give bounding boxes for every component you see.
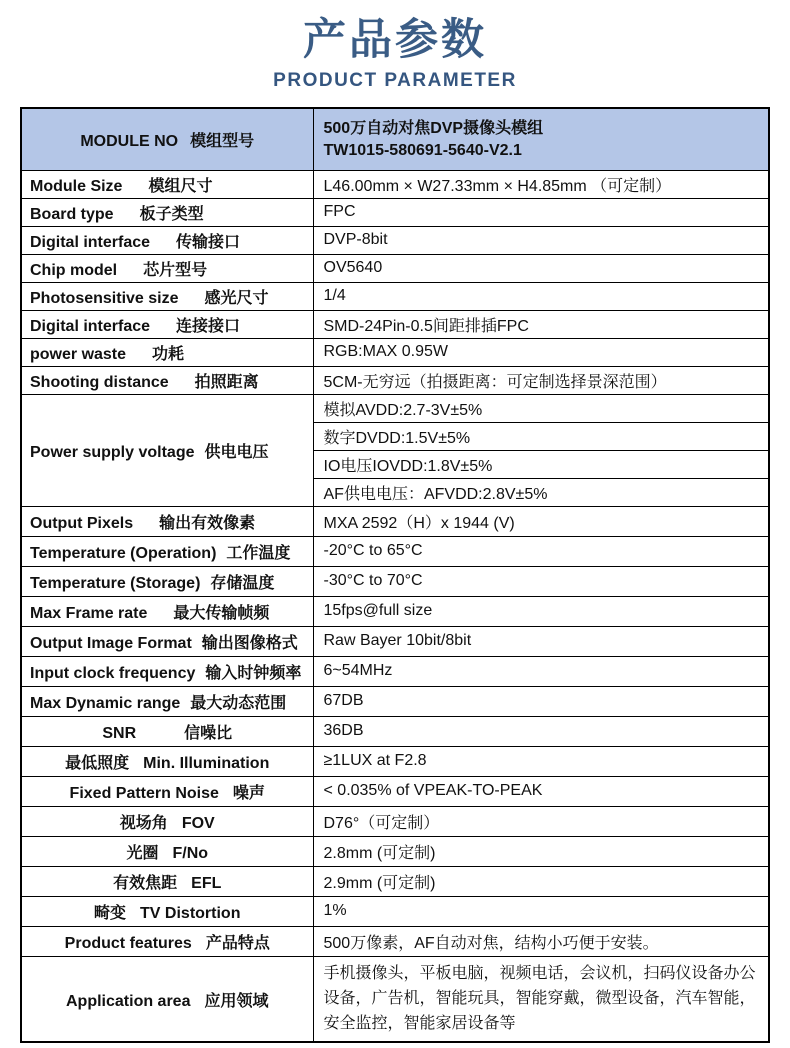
row-label: Board type 板子类型 <box>21 198 313 226</box>
row-label: Temperature (Storage) 存储温度 <box>21 566 313 596</box>
row-label: Chip model 芯片型号 <box>21 254 313 282</box>
table-row-power-supply <box>21 394 769 422</box>
row-label: Product features 产品特点 <box>21 926 313 956</box>
product-name-line1: 500万自动对焦DVP摄像头模组 <box>323 120 544 138</box>
row-label: 畸变 TV Distortion <box>21 896 313 926</box>
table-row <box>21 836 769 866</box>
table-row <box>21 506 769 536</box>
table-row <box>21 310 769 338</box>
row-value: 67DB <box>313 686 769 716</box>
row-label: 最低照度 Min. Illumination <box>21 746 313 776</box>
row-label: Fixed Pattern Noise 噪声 <box>21 776 313 806</box>
row-label: 光圈 F/No <box>21 836 313 866</box>
table-row <box>21 776 769 806</box>
table-row <box>21 596 769 626</box>
row-label: Output Image Format 输出图像格式 <box>21 626 313 656</box>
row-label: 视场角 FOV <box>21 806 313 836</box>
row-label: Digital interface 连接接口 <box>21 310 313 338</box>
table-row <box>21 170 769 198</box>
row-value: 模拟AVDD:2.7-3V±5% <box>313 394 769 422</box>
row-value: 6~54MHz <box>313 656 769 686</box>
table-row <box>21 896 769 926</box>
spec-table <box>20 107 770 1043</box>
module-no-label <box>21 108 313 170</box>
row-value: FPC <box>313 198 769 226</box>
row-label: Shooting distance 拍照距离 <box>21 366 313 394</box>
table-row <box>21 656 769 686</box>
row-label: Output Pixels 输出有效像素 <box>21 506 313 536</box>
row-value: RGB:MAX 0.95W <box>313 338 769 366</box>
row-label: SNR 信噪比 <box>21 716 313 746</box>
row-value: L46.00mm × W27.33mm × H4.85mm （可定制） <box>313 170 769 198</box>
row-value: IO电压IOVDD:1.8V±5% <box>313 450 769 478</box>
product-name <box>313 108 769 170</box>
row-value: 1/4 <box>313 282 769 310</box>
row-label: Max Dynamic range 最大动态范围 <box>21 686 313 716</box>
table-row <box>21 806 769 836</box>
row-label: Temperature (Operation) 工作温度 <box>21 536 313 566</box>
table-row <box>21 226 769 254</box>
table-row <box>21 566 769 596</box>
row-value: 5CM-无穷远（拍摄距离：可定制选择景深范围） <box>313 366 769 394</box>
row-value: Raw Bayer 10bit/8bit <box>313 626 769 656</box>
row-label: Input clock frequency 输入时钟频率 <box>21 656 313 686</box>
page-header <box>0 0 790 92</box>
table-row <box>21 338 769 366</box>
table-row <box>21 366 769 394</box>
row-value: 36DB <box>313 716 769 746</box>
table-row <box>21 282 769 310</box>
row-value: SMD-24Pin-0.5间距排插FPC <box>313 310 769 338</box>
row-value: 500万像素，AF自动对焦，结构小巧便于安装。 <box>313 926 769 956</box>
table-row <box>21 254 769 282</box>
row-label: Module Size 模组尺寸 <box>21 170 313 198</box>
table-row <box>21 536 769 566</box>
module-no-zh: 模组型号 <box>190 133 255 151</box>
page-title: 产品参数 <box>303 16 487 64</box>
row-label: Digital interface 传输接口 <box>21 226 313 254</box>
row-value: -20°C to 65°C <box>313 536 769 566</box>
row-value: 1% <box>313 896 769 926</box>
row-value: OV5640 <box>313 254 769 282</box>
row-value: < 0.035% of VPEAK-TO-PEAK <box>313 776 769 806</box>
row-value: 15fps@full size <box>313 596 769 626</box>
row-label: power waste 功耗 <box>21 338 313 366</box>
product-name-line2: TW1015-580691-5640-V2.1 <box>323 141 522 159</box>
row-value: AF供电电压：AFVDD:2.8V±5% <box>313 478 769 506</box>
row-value: 数字DVDD:1.5V±5% <box>313 422 769 450</box>
row-value: 手机摄像头，平板电脑，视频电话，会议机，扫码仪设备办公设备，广告机，智能玩具，智能穿戴，微型设备，汽车智能，安全监控，智能家居设备等 <box>313 956 769 1042</box>
table-row <box>21 198 769 226</box>
table-header-row <box>21 108 769 170</box>
page-subtitle: PRODUCT PARAMETER <box>273 70 517 92</box>
row-value: 2.9mm (可定制) <box>313 866 769 896</box>
module-no-en: MODULE NO <box>80 133 179 151</box>
row-value: -30°C to 70°C <box>313 566 769 596</box>
row-value: ≥1LUX at F2.8 <box>313 746 769 776</box>
table-row <box>21 746 769 776</box>
row-label: Photosensitive size 感光尺寸 <box>21 282 313 310</box>
table-row <box>21 956 769 1042</box>
table-row <box>21 926 769 956</box>
row-value: D76°（可定制） <box>313 806 769 836</box>
table-row <box>21 716 769 746</box>
row-value: MXA 2592（H）x 1944 (V) <box>313 506 769 536</box>
table-row <box>21 866 769 896</box>
row-label: Power supply voltage 供电电压 <box>21 394 313 506</box>
row-value: 2.8mm (可定制) <box>313 836 769 866</box>
row-label: 有效焦距 EFL <box>21 866 313 896</box>
table-row <box>21 626 769 656</box>
table-row <box>21 686 769 716</box>
row-label: Max Frame rate 最大传输帧频 <box>21 596 313 626</box>
row-label: Application area 应用领域 <box>21 956 313 1042</box>
row-value: DVP-8bit <box>313 226 769 254</box>
